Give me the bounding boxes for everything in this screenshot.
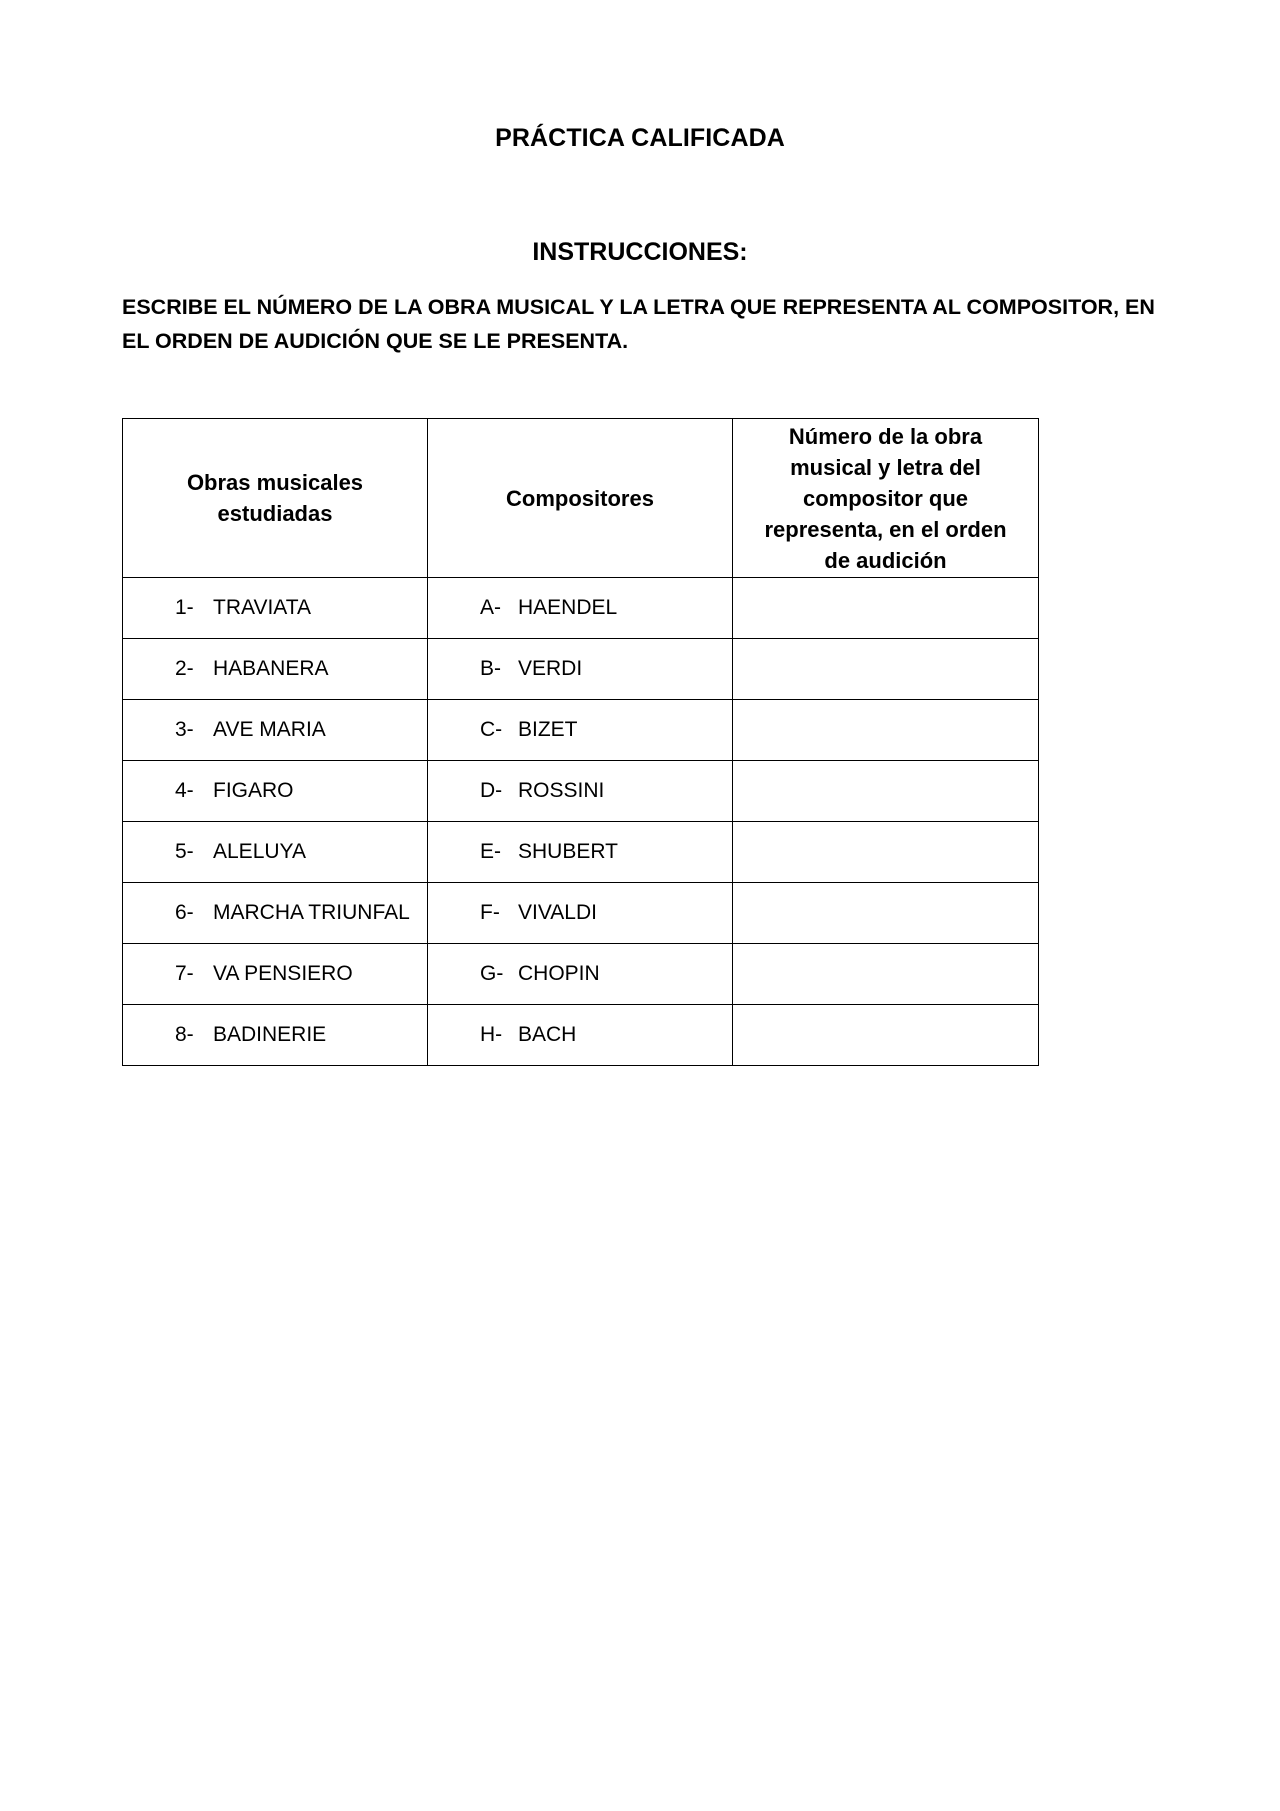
composer-letter: B- bbox=[480, 657, 501, 680]
answer-cell[interactable] bbox=[733, 700, 1039, 761]
work-number: 8- bbox=[175, 1023, 194, 1046]
work-title: VA PENSIERO bbox=[213, 962, 353, 985]
header-composers: Compositores bbox=[428, 419, 733, 578]
composer-name: VIVALDI bbox=[518, 901, 597, 924]
work-cell bbox=[123, 822, 428, 883]
work-cell bbox=[123, 578, 428, 639]
composer-letter: H- bbox=[480, 1023, 503, 1046]
answer-cell[interactable] bbox=[733, 944, 1039, 1005]
answer-cell[interactable] bbox=[733, 761, 1039, 822]
work-cell bbox=[123, 761, 428, 822]
matching-table bbox=[122, 418, 1039, 1066]
work-title: BADINERIE bbox=[213, 1023, 327, 1046]
composer-name: BACH bbox=[518, 1023, 577, 1046]
composer-name: HAENDEL bbox=[518, 596, 618, 619]
answer-field[interactable] bbox=[733, 639, 1038, 699]
composer-cell bbox=[428, 639, 733, 700]
composer-letter: E- bbox=[480, 840, 501, 863]
header-works: Obras musicales estudiadas bbox=[123, 419, 428, 578]
work-title: ALELUYA bbox=[213, 840, 306, 863]
work-number: 4- bbox=[175, 779, 194, 802]
work-number: 3- bbox=[175, 718, 194, 741]
table-row bbox=[123, 578, 1039, 639]
answer-field[interactable] bbox=[733, 761, 1038, 821]
work-number: 2- bbox=[175, 657, 194, 680]
composer-name: BIZET bbox=[518, 718, 578, 741]
document-title: PRÁCTICA CALIFICADA bbox=[495, 124, 785, 152]
work-cell bbox=[123, 639, 428, 700]
answer-cell[interactable] bbox=[733, 822, 1039, 883]
work-cell bbox=[123, 944, 428, 1005]
table-header-row bbox=[123, 419, 1039, 578]
work-title: HABANERA bbox=[213, 657, 329, 680]
work-cell bbox=[123, 883, 428, 944]
composer-cell bbox=[428, 1005, 733, 1066]
work-number: 6- bbox=[175, 901, 194, 924]
work-title: AVE MARIA bbox=[213, 718, 326, 741]
instructions-heading: INSTRUCCIONES: bbox=[532, 238, 748, 266]
work-title: FIGARO bbox=[213, 779, 294, 802]
composer-name: CHOPIN bbox=[518, 962, 600, 985]
work-cell bbox=[123, 1005, 428, 1066]
composer-letter: G- bbox=[480, 962, 504, 985]
answer-cell[interactable] bbox=[733, 578, 1039, 639]
composer-cell bbox=[428, 883, 733, 944]
work-number: 5- bbox=[175, 840, 194, 863]
answer-cell[interactable] bbox=[733, 639, 1039, 700]
answer-cell[interactable] bbox=[733, 1005, 1039, 1066]
work-number: 1- bbox=[175, 596, 194, 619]
table-row bbox=[123, 700, 1039, 761]
table-row bbox=[123, 639, 1039, 700]
table-row bbox=[123, 944, 1039, 1005]
header-answer: Número de la obra musical y letra del compositor que representa, en el orden de audición bbox=[733, 419, 1039, 578]
answer-field[interactable] bbox=[733, 883, 1038, 943]
answer-field[interactable] bbox=[733, 1005, 1038, 1065]
work-cell bbox=[123, 700, 428, 761]
composer-cell bbox=[428, 761, 733, 822]
answer-field[interactable] bbox=[733, 822, 1038, 882]
composer-letter: C- bbox=[480, 718, 503, 741]
composer-name: ROSSINI bbox=[518, 779, 605, 802]
table-row bbox=[123, 883, 1039, 944]
answer-cell[interactable] bbox=[733, 883, 1039, 944]
answer-field[interactable] bbox=[733, 578, 1038, 638]
composer-cell bbox=[428, 700, 733, 761]
composer-cell bbox=[428, 578, 733, 639]
work-number: 7- bbox=[175, 962, 194, 985]
composer-cell bbox=[428, 822, 733, 883]
composer-cell bbox=[428, 944, 733, 1005]
instructions-text: ESCRIBE EL NÚMERO DE LA OBRA MUSICAL Y LA LETRA QUE REPRESENTA AL COMPOSITOR, EN EL ORDEN DE AUDICIÓN QUE SE LE PRESENTA. bbox=[122, 295, 1155, 353]
answer-field[interactable] bbox=[733, 944, 1038, 1004]
table-row bbox=[123, 822, 1039, 883]
composer-name: SHUBERT bbox=[518, 840, 618, 863]
composer-name: VERDI bbox=[518, 657, 583, 680]
answer-field[interactable] bbox=[733, 700, 1038, 760]
composer-letter: A- bbox=[480, 596, 501, 619]
composer-letter: D- bbox=[480, 779, 503, 802]
table-row bbox=[123, 1005, 1039, 1066]
work-title: TRAVIATA bbox=[213, 596, 312, 619]
work-title: MARCHA TRIUNFAL bbox=[213, 901, 410, 924]
composer-letter: F- bbox=[480, 901, 500, 924]
table-row bbox=[123, 761, 1039, 822]
